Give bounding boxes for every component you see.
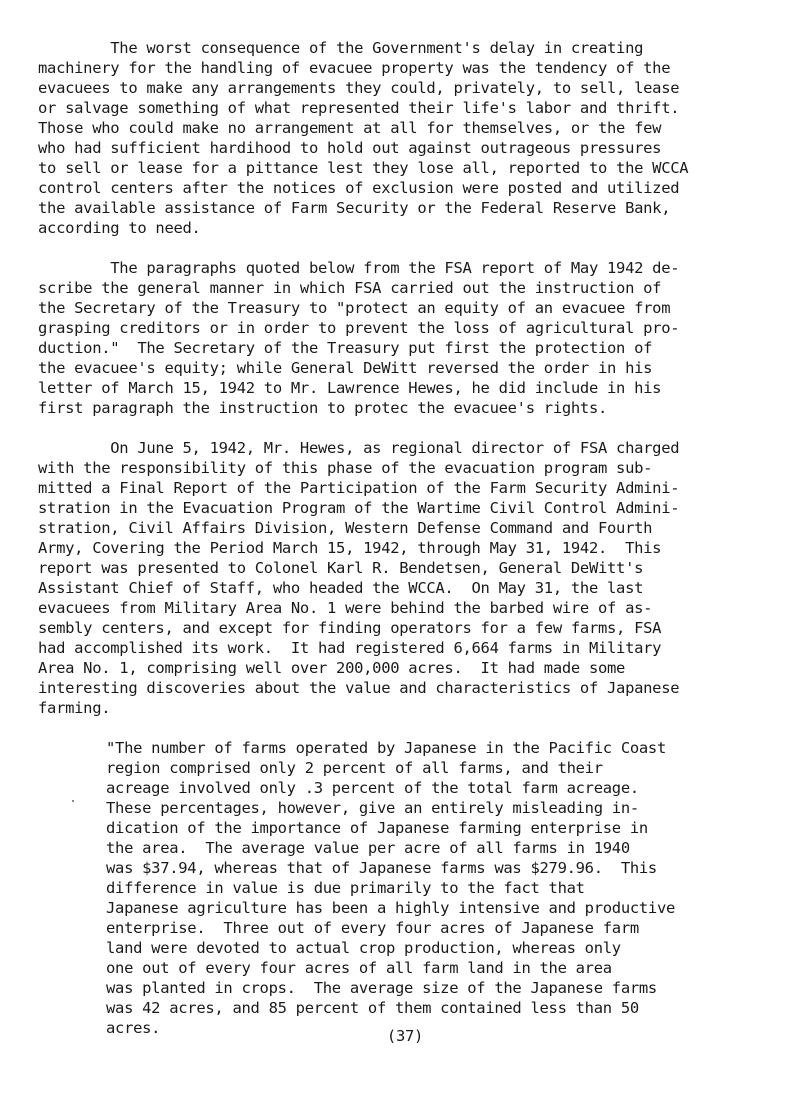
- paragraph-final-report: [38, 438, 768, 718]
- text-line: interesting discoveries about the value and characteristics of Japanese: [38, 679, 680, 697]
- text-line: enterprise. Three out of every four acres of Japanese farm: [106, 919, 639, 937]
- stray-ink-mark: [72, 800, 74, 802]
- text-line: with the responsibility of this phase of the evacuation program sub-: [38, 459, 653, 477]
- page-number: (37): [386, 1027, 424, 1045]
- text-line: Japanese agriculture has been a highly intensive and productive: [106, 899, 676, 917]
- text-line: acres.: [106, 1019, 161, 1037]
- text-line: mitted a Final Report of the Participation of the Farm Security Admini-: [38, 479, 680, 497]
- text-line: The paragraphs quoted below from the FSA report of May 1942 de-: [38, 259, 680, 277]
- text-line: region comprised only 2 percent of all farms, and their: [106, 759, 603, 777]
- text-line: report was presented to Colonel Karl R. Bendetsen, General DeWitt's: [38, 559, 644, 577]
- text-line: the available assistance of Farm Security or the Federal Reserve Bank,: [38, 199, 671, 217]
- text-line: was 42 acres, and 85 percent of them contained less than 50: [106, 999, 639, 1017]
- text-line: Army, Covering the Period March 15, 1942, through May 31, 1942. This: [38, 539, 662, 557]
- text-line: to sell or lease for a pittance lest they lose all, reported to the WCCA: [38, 159, 689, 177]
- text-line: "The number of farms operated by Japanese in the Pacific Coast: [106, 739, 666, 757]
- text-line: one out of every four acres of all farm land in the area: [106, 959, 612, 977]
- text-line: stration in the Evacuation Program of the Wartime Civil Control Admini-: [38, 499, 680, 517]
- text-line: stration, Civil Affairs Division, Western Defense Command and Fourth: [38, 519, 653, 537]
- text-line: grasping creditors or in order to prevent the loss of agricultural pro-: [38, 319, 680, 337]
- text-line: the area. The average value per acre of all farms in 1940: [106, 839, 630, 857]
- text-line: dication of the importance of Japanese farming enterprise in: [106, 819, 648, 837]
- text-line: had accomplished its work. It had registered 6,664 farms in Military: [38, 639, 662, 657]
- text-line: the evacuee's equity; while General DeWitt reversed the order in his: [38, 359, 653, 377]
- text-line: evacuees from Military Area No. 1 were behind the barbed wire of as-: [38, 599, 653, 617]
- paragraph-evacuee-property: [38, 38, 768, 238]
- text-line: machinery for the handling of evacuee property was the tendency of the: [38, 59, 671, 77]
- text-line: the Secretary of the Treasury to "protect an equity of an evacuee from: [38, 299, 671, 317]
- text-line: These percentages, however, give an entirely misleading in-: [106, 799, 639, 817]
- text-line: scribe the general manner in which FSA carried out the instruction of: [38, 279, 662, 297]
- text-line: Assistant Chief of Staff, who headed the WCCA. On May 31, the last: [38, 579, 644, 597]
- text-line: difference in value is due primarily to the fact that: [106, 879, 585, 897]
- text-line: farming.: [38, 699, 111, 717]
- block-quote-japanese-farms: [106, 738, 766, 1038]
- text-line: land were devoted to actual crop production, whereas only: [106, 939, 621, 957]
- text-line: sembly centers, and except for finding operators for a few farms, FSA: [38, 619, 662, 637]
- text-line: letter of March 15, 1942 to Mr. Lawrence Hewes, he did include in his: [38, 379, 662, 397]
- text-line: was $37.94, whereas that of Japanese farms was $279.96. This: [106, 859, 657, 877]
- paragraph-fsa-report: [38, 258, 768, 418]
- text-line: On June 5, 1942, Mr. Hewes, as regional director of FSA charged: [38, 439, 680, 457]
- text-line: duction." The Secretary of the Treasury put first the protection of: [38, 339, 653, 357]
- text-line: was planted in crops. The average size of the Japanese farms: [106, 979, 657, 997]
- text-line: The worst consequence of the Government's delay in creating: [38, 39, 644, 57]
- text-line: first paragraph the instruction to protec the evacuee's rights.: [38, 399, 608, 417]
- text-line: control centers after the notices of exclusion were posted and utilized: [38, 179, 680, 197]
- text-line: Area No. 1, comprising well over 200,000 acres. It had made some: [38, 659, 626, 677]
- text-line: or salvage something of what represented their life's labor and thrift.: [38, 99, 680, 117]
- text-line: evacuees to make any arrangements they could, privately, to sell, lease: [38, 79, 680, 97]
- text-line: Those who could make no arrangement at all for themselves, or the few: [38, 119, 662, 137]
- text-line: according to need.: [38, 219, 201, 237]
- text-line: who had sufficient hardihood to hold out against outrageous pressures: [38, 139, 662, 157]
- text-line: acreage involved only .3 percent of the total farm acreage.: [106, 779, 639, 797]
